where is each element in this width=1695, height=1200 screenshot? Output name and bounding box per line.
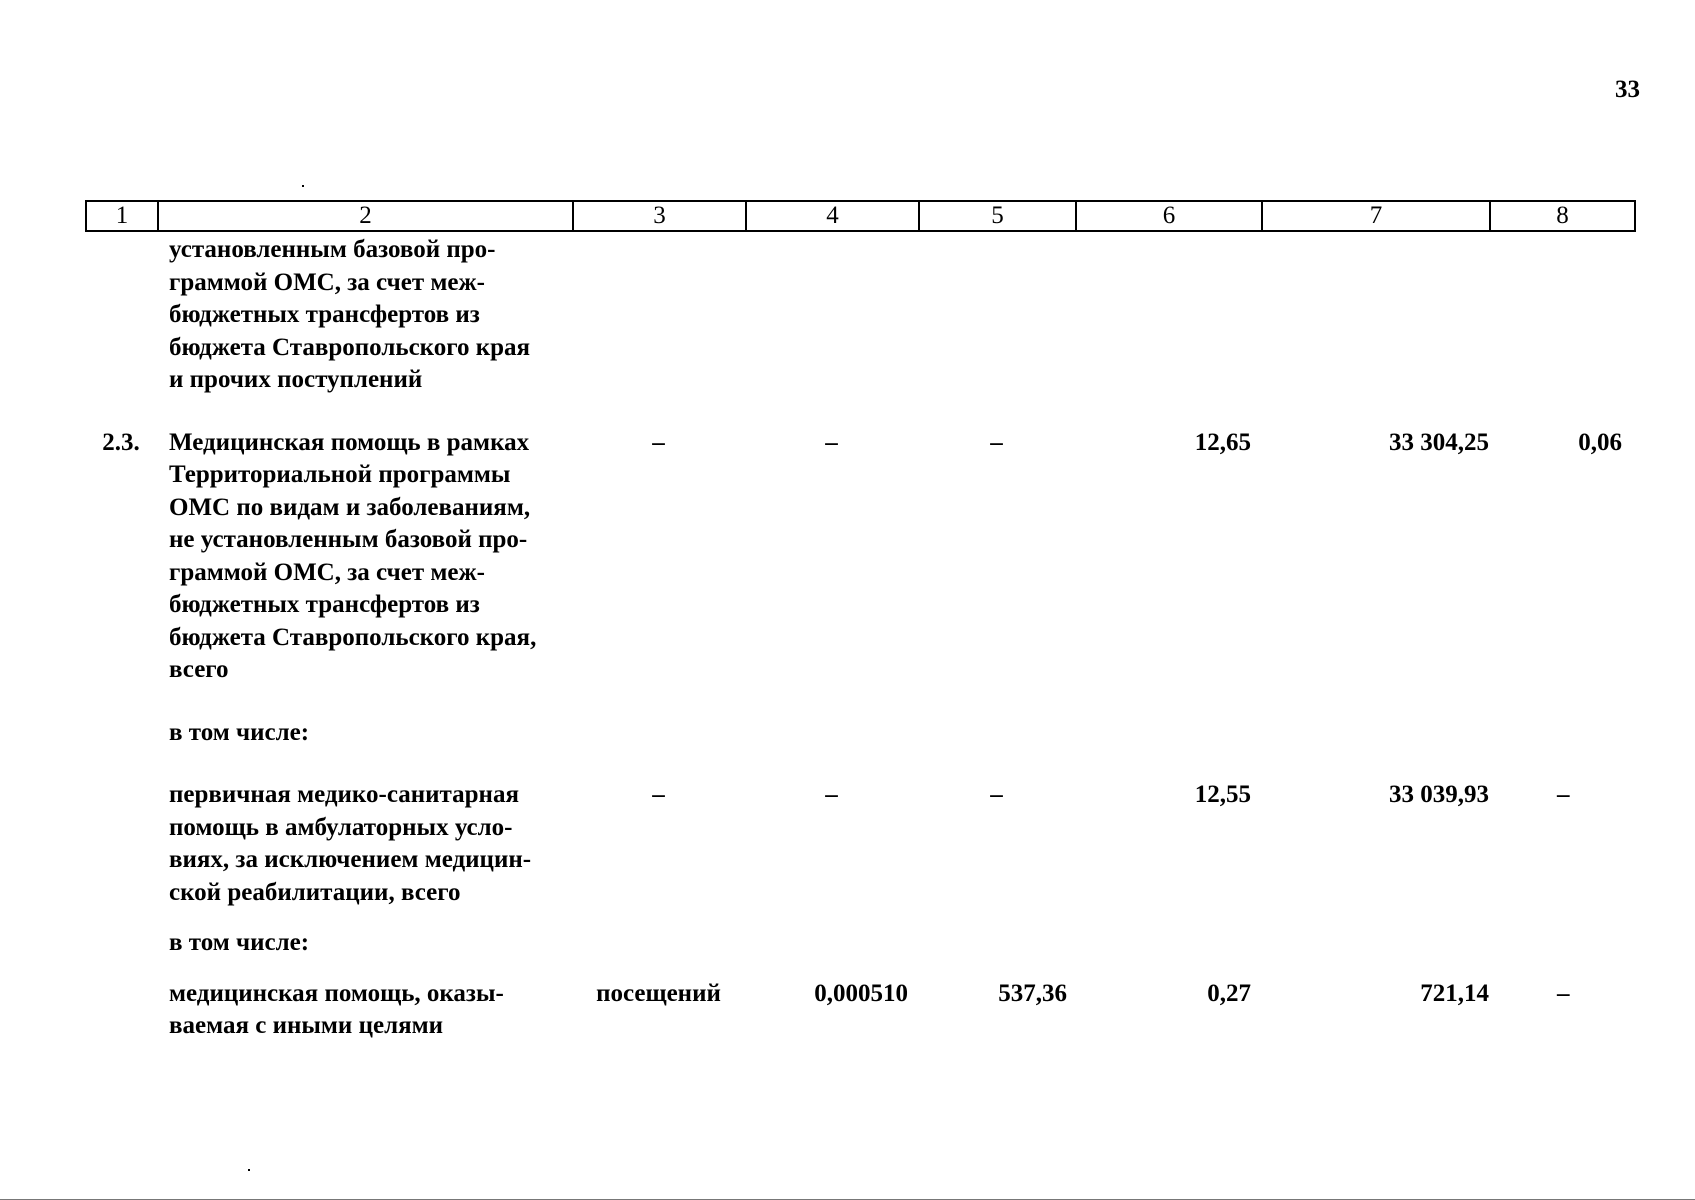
text-line: помощь в амбулаторных усло-	[169, 813, 513, 841]
cell-col3: –	[652, 428, 665, 456]
text-line: и прочих поступлений	[169, 366, 423, 393]
cell-col8: –	[1557, 979, 1570, 1007]
text-line: медицинская помощь, оказы-	[169, 979, 504, 1007]
text-line: Медицинская помощь в рамках	[169, 428, 530, 456]
cell-col4: 0,000510	[814, 979, 908, 1007]
text-line: бюджета Ставропольского края	[169, 333, 531, 361]
header-cell: 7	[1262, 201, 1490, 231]
cell-col7: 721,14	[1420, 979, 1489, 1007]
text-line: бюджета Ставропольского края,	[169, 623, 537, 651]
scan-speck	[302, 185, 304, 187]
text-line: бюджетных трансфертов из	[169, 591, 480, 618]
text-line: бюджетных трансфертов из	[169, 301, 480, 328]
header-row	[86, 201, 1635, 231]
header-cell: 2	[158, 201, 573, 231]
text-line: ваемая с иными целями	[169, 1012, 444, 1039]
cell-col4: –	[825, 781, 838, 808]
header-cell: 5	[919, 201, 1076, 231]
table-row	[85, 232, 1634, 397]
cell-col6: 0,27	[1207, 979, 1251, 1007]
header-cell: 1	[86, 201, 158, 231]
column-number-header	[85, 200, 1636, 232]
text-line: граммой ОМС, за счет меж-	[169, 558, 485, 586]
cell-col5: –	[990, 428, 1003, 456]
cell-col7: 33 039,93	[1389, 781, 1489, 808]
cell-col7: 33 304,25	[1389, 428, 1489, 456]
text-line: виях, за исключением медицин-	[169, 846, 532, 873]
text-line: ской реабилитации, всего	[169, 878, 461, 906]
cell-col8: 0,06	[1578, 428, 1622, 456]
page-number: 33	[1615, 76, 1640, 103]
cell-col4: –	[825, 428, 838, 456]
text-line: всего	[169, 656, 229, 683]
financing-table	[85, 232, 1634, 1043]
text-line: Территориальной программы	[169, 461, 511, 488]
cell-col5: –	[990, 781, 1003, 808]
scan-speck	[248, 1169, 250, 1171]
header-cell: 8	[1490, 201, 1635, 231]
text-line: не установленным базовой про-	[169, 526, 528, 553]
header-cell: 3	[573, 201, 746, 231]
cell-col3: посещений	[596, 979, 721, 1007]
table-row	[85, 427, 1634, 687]
table-row	[85, 779, 1634, 909]
row-description	[157, 779, 572, 909]
header-cell: 6	[1076, 201, 1262, 231]
text-line: ОМС по видам и заболеваниям,	[169, 493, 531, 521]
text-line: установленным базовой про-	[169, 236, 496, 263]
cell-col5: 537,36	[998, 979, 1067, 1007]
table-row	[85, 978, 1634, 1043]
row-subheading: в том числе:	[169, 718, 310, 746]
row-number: 2.3.	[102, 428, 140, 456]
header-cell: 4	[746, 201, 919, 231]
row-description	[157, 232, 572, 397]
cell-col6: 12,65	[1194, 428, 1251, 456]
table-row	[85, 927, 1634, 960]
table-row	[85, 717, 1634, 750]
cell-col3: –	[652, 781, 665, 808]
text-line: граммой ОМС, за счет меж-	[169, 268, 485, 296]
row-description	[157, 978, 572, 1043]
row-description	[157, 427, 572, 687]
row-subheading: в том числе:	[169, 929, 310, 956]
text-line: первичная медико-санитарная	[169, 781, 519, 808]
cell-col8: –	[1557, 781, 1570, 808]
cell-col6: 12,55	[1194, 781, 1251, 808]
